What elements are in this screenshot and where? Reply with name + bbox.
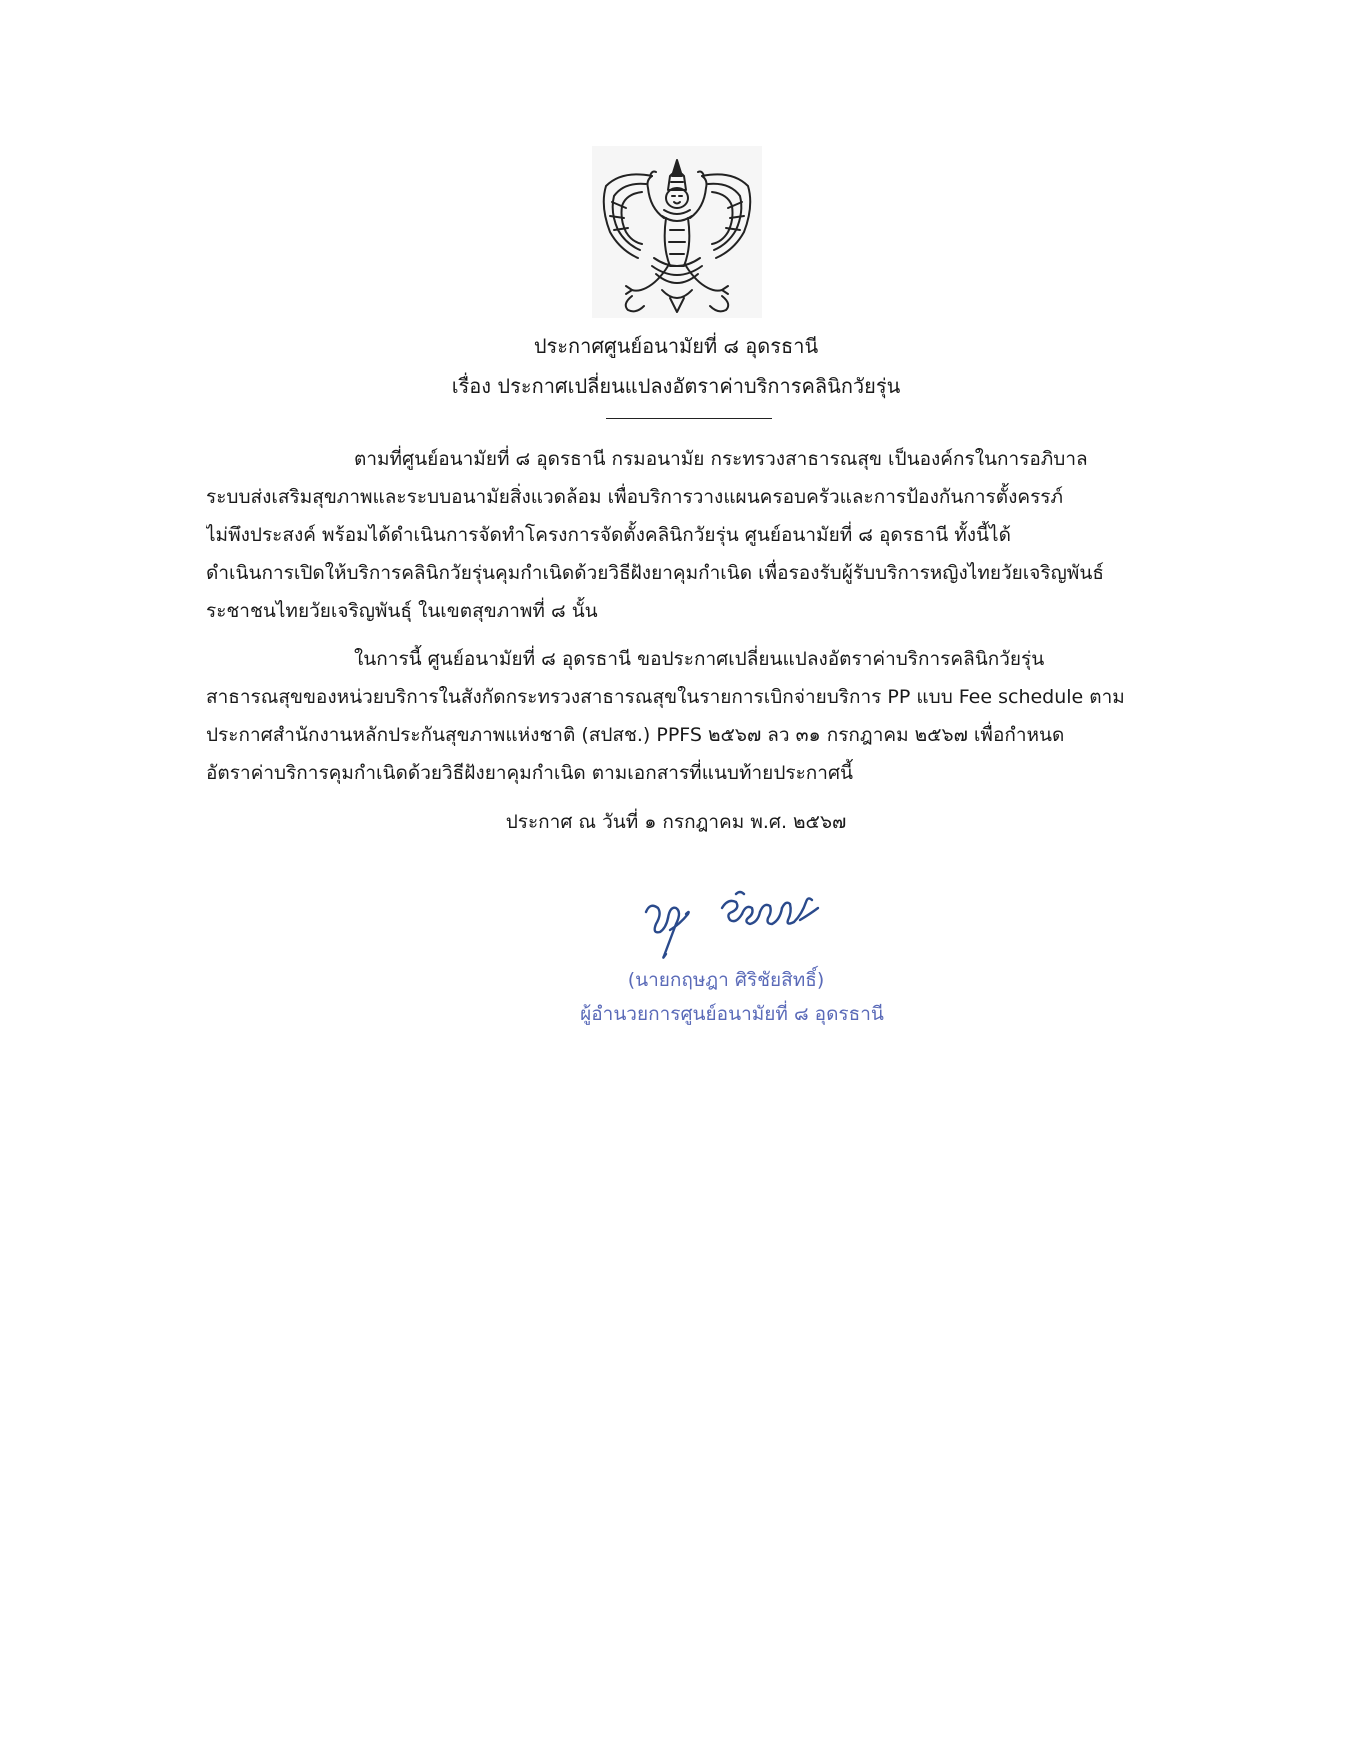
paragraph-line: ไม่พึงประสงค์ พร้อมได้ดำเนินการจัดทำโครงการจัดตั้งคลินิกวัยรุ่น ศูนย์อนามัยที่ ๘ อุดรธานี ทั้งนี้ได้ [206,524,1011,546]
paragraph-line: ตามที่ศูนย์อนามัยที่ ๘ อุดรธานี กรมอนามัย กระทรวงสาธารณสุข เป็นองค์กรในการอภิบาล [354,448,1088,470]
body-paragraph-1 [206,440,1144,630]
paragraph-line: ในการนี้ ศูนย์อนามัยที่ ๘ อุดรธานี ขอประกาศเปลี่ยนแปลงอัตราค่าบริการคลินิกวัยรุ่น [354,648,1045,670]
paragraph-line: สาธารณสุขของหน่วยบริการในสังกัดกระทรวงสาธารณสุขในรายการเบิกจ่ายบริการ PP แบบ Fee schedule ตาม [206,686,1125,708]
announcement-subject: เรื่อง ประกาศเปลี่ยนแปลงอัตราค่าบริการคลินิกวัยรุ่น [451,374,901,398]
handwritten-signature [640,884,840,964]
paragraph-line: อัตราค่าบริการคุมกำเนิดด้วยวิธีฝังยาคุมกำเนิด ตามเอกสารที่แนบท้ายประกาศนี้ [206,762,854,784]
announcement-title: ประกาศศูนย์อนามัยที่ ๘ อุดรธานี [533,334,819,358]
paragraph-line: ดำเนินการเปิดให้บริการคลินิกวัยรุ่นคุมกำเนิดด้วยวิธีฝังยาคุมกำเนิด เพื่อรองรับผู้รับบริการหญิงไทยวัยเจริญพันธ์ [206,562,1104,584]
paragraph-line: ประกาศสำนักงานหลักประกันสุขภาพแห่งชาติ (สปสช.) PPFS ๒๕๖๗ ลว ๓๑ กรกฎาคม ๒๕๖๗ เพื่อกำหนด [206,724,1065,746]
paragraph-line: ระชาชนไทยวัยเจริญพันธุ์ ในเขตสุขภาพที่ ๘ นั้น [206,600,598,622]
signer-name: (นายกฤษฎา ศิริชัยสิทธิ์) [627,969,825,991]
paragraph-line: ระบบส่งเสริมสุขภาพและระบบอนามัยสิ่งแวดล้อม เพื่อบริการวางแผนครอบครัวและการป้องกันการตั้งครรภ์ [206,486,1064,508]
garuda-emblem-icon [592,146,762,318]
body-paragraph-2 [206,640,1144,792]
title-divider [606,418,772,419]
announcement-date: ประกาศ ณ วันที่ ๑ กรกฎาคม พ.ศ. ๒๕๖๗ [505,811,847,833]
signer-position: ผู้อำนวยการศูนย์อนามัยที่ ๘ อุดรธานี [580,1003,884,1025]
